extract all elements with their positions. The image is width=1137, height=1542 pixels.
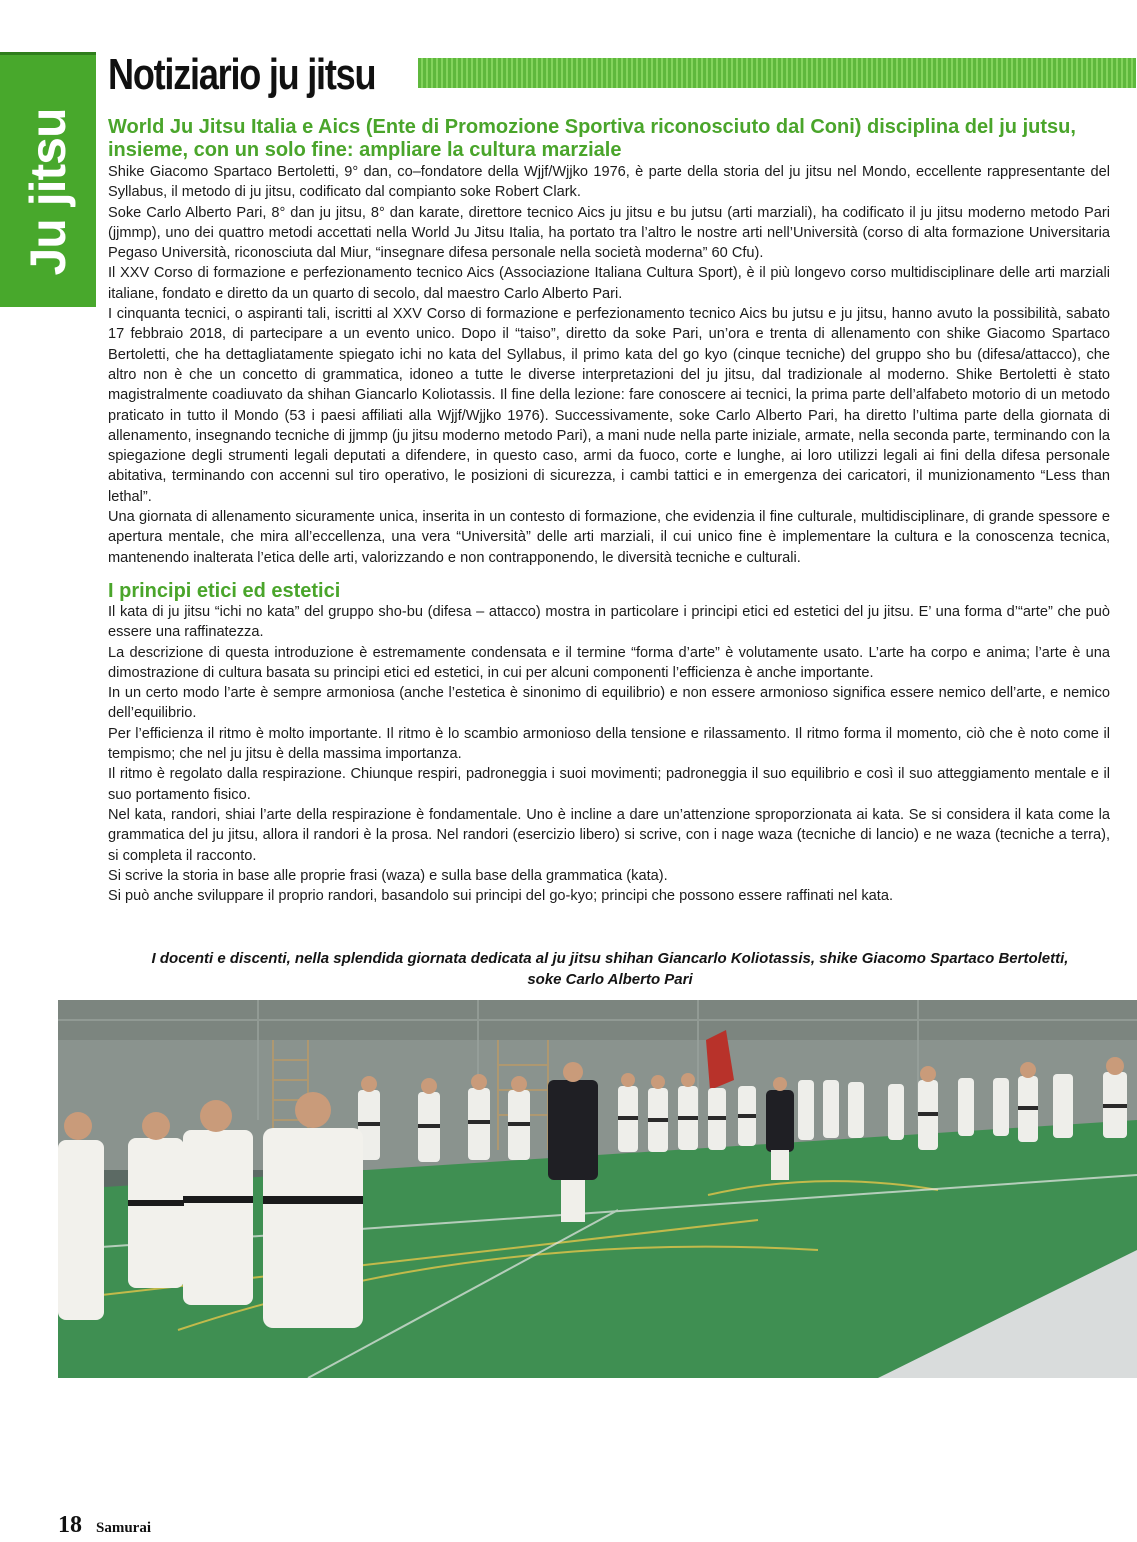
page-title: Notiziario ju jitsu [108,50,376,99]
photo-caption-line: soke Carlo Alberto Pari [527,971,693,988]
paragraph: Il ritmo è regolato dalla respirazione. Chiunque respiri, padroneggia i suoi movimenti; padroneggia il suo equilibrio e così il suo atteggiamento mentale e il suo portamento fisico. [108,766,1110,803]
paragraph: Si può anche sviluppare il proprio randori, basandolo sui principi del go-kyo; principi che possono essere raffinati nel kata. [108,888,894,905]
article-body [108,116,1110,906]
paragraph: Il kata di ju jitsu “ichi no kata” del gruppo sho-bu (difesa – attacco) mostra in particolare i principi etici ed estetici del ju jitsu. E’ una forma d’“arte” che può essere una raffinatezza. [108,603,1110,641]
section-tab-label: Ju jitsu [20,108,76,276]
gym-photo-illustration [58,1000,1137,1378]
paragraph: Nel kata, randori, shiai l’arte della respirazione è fondamentale. Uno è incline a dare un’attenzione sproporzionata ai kata. Se si considera il kata come la grammatica del ju jitsu, allora il randori è la prosa. Nel randori (esercizio libero) si scrive, con i nage waza (tecniche di lancio) e ne waza (tecniche a terra), si completa il racconto. [108,806,1110,864]
paragraph: In un certo modo l’arte è sempre armoniosa (anche l’estetica è sinonimo di equilibrio) e non essere armonioso significa essere nemico dell’arte, e nemico dell’equilibrio. [108,685,1110,722]
page-number: 18 [58,1512,82,1538]
magazine-name: Samurai [96,1520,152,1536]
paragraph: Per l’efficienza il ritmo è molto importante. Il ritmo è lo scambio armonioso della tensione e rilassamento. Il ritmo forma il momento, ciò che è noto come il tempismo; che nel ju jitsu è della massima importanza. [108,725,1110,763]
paragraph: Shike Giacomo Spartaco Bertoletti, 9° dan, co–fondatore della Wjjf/Wjjko 1976, è parte della storia del ju jitsu nel Mondo, eccellente rappresentante del Syllabus, il metodo di ju jitsu, codificato dal compianto soke Robert Clark. [108,164,1110,201]
paragraph: Si scrive la storia in base alle proprie frasi (waza) e sulla base della grammatica (kata). [108,867,668,884]
group-photo [58,1000,1137,1378]
section-subheading: I principi etici ed estetici [108,579,341,602]
paragraph: I cinquanta tecnici, o aspiranti tali, iscritti al XXV Corso di formazione e perfezionamento tecnico Aics bu jutsu e ju jitsu, hanno avuto la possibilità, sabato 17 febbraio 2018, di partecipare a un evento unico. Dopo il “taiso”, diretto da soke Pari, un’ora e trenta di allenamento con shike Giacomo Spartaco Bertoletti, che ha dettagliatamente spiegato ichi no kata del Syllabus, il primo kata del go kyo (cinque tecniche) del gruppo sho bu (difesa/attacco), che altro non è che un concetto di grammatica, idoneo a tutte le diverse interpretazioni del ju jitsu, dal tradizionale al moderno. Shike Bertoletti è stato magistralmente coadiuvato da shihan Giancarlo Koliotassis. Il fine della lezione: fare conoscere ai tecnici, la prima parte dell’alfabeto motorio di un metodo praticato in tutto il Mondo (53 i paesi affiliati alla Wjjf/Wjjko 1976). Successivamente, soke Carlo Alberto Pari, ha diretto l’ultima parte della giornata di allenamento, insegnando tecniche di jjmmp (ju jitsu moderno metodo Pari), a mani nude nella parte iniziale, armate, nella seconda parte, terminando con la spiegazione degli strumenti legali deputati a difendere, in questo caso, armi da fuoco, corte e lunghe, ai loro utilizzi legali ai fini della difesa personale abitativa, terminando con accenni sul tiro operativo, le posizioni di sicurezza, i cambi tattici e in emergenza dei caricatori, il munizionamento “Less than lethal”. [108,306,1110,505]
paragraph: Una giornata di allenamento sicuramente unica, inserita in un contesto di formazione, che evidenzia il fine culturale, multidisciplinare, di grande spessore e apertura mentale, che mira all’eccellenza, una vera “Università” delle arti marziali, il cui unico fine è implementare la cultura e la conoscenza tecnica, mantenendo inalterata l’etica delle arti, valorizzando e non contrapponendo, le diversità tecniche e culturali. [108,509,1110,566]
header-stripe [418,58,1136,88]
article-headline: World Ju Jitsu Italia e Aics (Ente di Promozione Sportiva riconosciuto dal Coni) disciplina del ju jutsu, insieme, con un solo fine: ampliare la cultura marziale [108,116,1076,161]
photo-caption-line: I docenti e discenti, nella splendida giornata dedicata al ju jitsu shihan Giancarlo Koliotassis, shike Giacomo Spartaco Bertoletti, [151,950,1069,967]
photo-caption [60,948,1137,990]
paragraph: La descrizione di questa introduzione è estremamente condensata e il termine “forma d’arte” è volutamente usato. L’arte ha corpo e anima; l’arte è una dimostrazione di cultura basata su principi etici ed estetici, in cui per alcuni componenti l’efficienza è anche importante. [108,644,1110,681]
section-tab [0,52,96,307]
paragraph: Soke Carlo Alberto Pari, 8° dan ju jitsu, 8° dan karate, direttore tecnico Aics ju jitsu e bu jutsu (arti marziali), ha codificato il ju jitsu moderno metodo Pari (jjmmp), uno dei quattro metodi accettati nella World Ju Jitsu Italia, ha portato tra l’altro le nostre arti nell’Università (corso di alta formazione Universitaria Pegaso Università, riconosciuta dal Miur, “insegnare difesa personale nella società moderna” 60 Cfu). [108,204,1110,262]
paragraph: Il XXV Corso di formazione e perfezionamento tecnico Aics (Associazione Italiana Cultura Sport), è il più longevo corso multidisciplinare delle arti marziali italiane, fondato e diretto da un quarto di secolo, dal maestro Carlo Alberto Pari. [108,265,1110,302]
